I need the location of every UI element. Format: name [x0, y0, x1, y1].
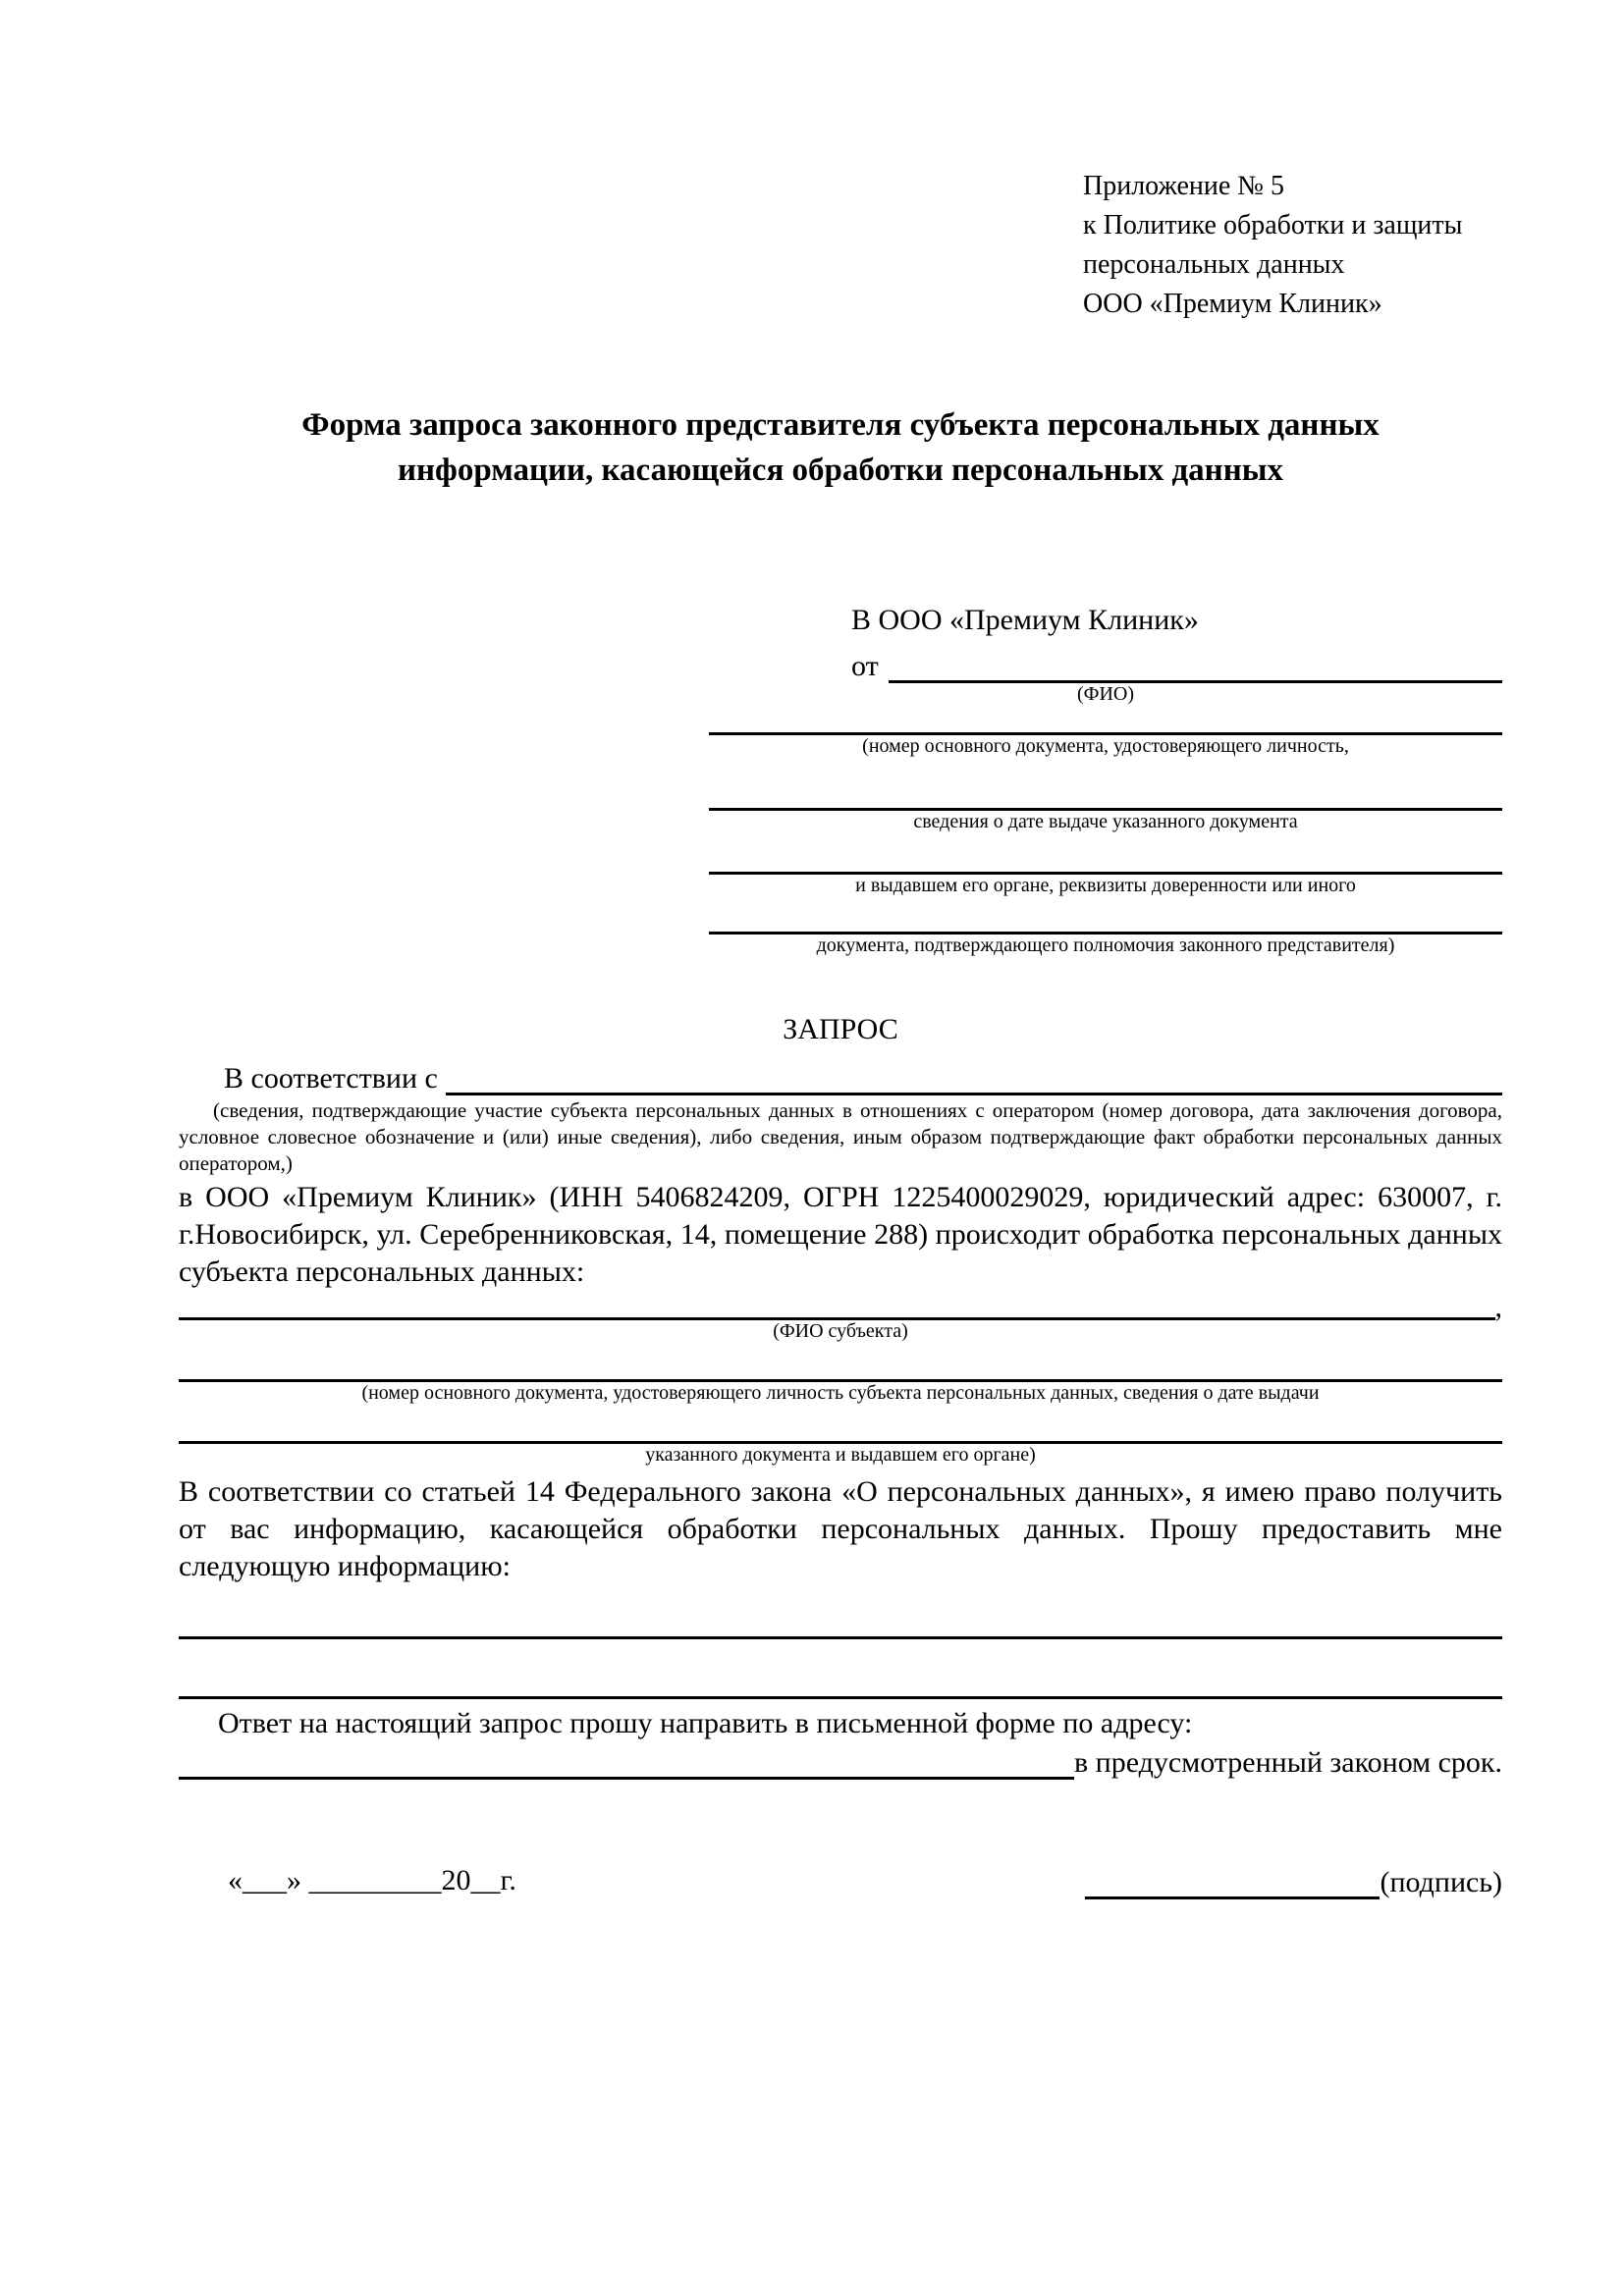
addressee-org: В ООО «Премиум Клиник»: [851, 604, 1199, 636]
signature-caption: (подпись): [1380, 1866, 1502, 1898]
caption-subject-document: (номер основного документа, удостоверяющего личность субъекта персональных данных, сведения о дате выдачи: [361, 1382, 1320, 1404]
appendix-note-line: ООО «Премиум Клиник»: [1083, 289, 1382, 319]
law-paragraph: В соответствии со статьей 14 Федерального закона «О персональных данных», я имею право получить от вас информацию, касающейся обработки персональных данных. Прошу предоставить мне следующую информацию:: [179, 1475, 1502, 1582]
addressee-block: [709, 603, 1502, 956]
date-blank: «___» _________20__г.: [228, 1864, 516, 1896]
basis-blank-line: [446, 1062, 1502, 1095]
appendix-note-line: персональных данных: [1083, 249, 1345, 280]
answer-address-row: [179, 1742, 1502, 1780]
appendix-note: [1083, 0, 1502, 324]
address-blank-line: [179, 1777, 1074, 1780]
footer-row: [179, 1862, 1502, 1899]
caption-subject-document-issuer: указанного документа и выдавшем его органе): [645, 1444, 1036, 1466]
representative-name-blank-line: [889, 680, 1502, 683]
appendix-note-line: Приложение № 5: [1083, 171, 1284, 201]
document-title: [179, 402, 1502, 493]
answer-paragraph: Ответ на настоящий запрос прошу направить в письменной форме по адресу:: [218, 1707, 1193, 1739]
signature-block: [1085, 1866, 1502, 1899]
subject-name-suffix: ,: [1494, 1291, 1502, 1323]
answer-tail: в предусмотренный законом срок.: [1074, 1746, 1502, 1779]
basis-note: (сведения, подтверждающие участие субъекта персональных данных в отношениях с оператором (номер договора, дата заключения договора, условное словесное обозначение и (или) иные сведения), либо сведения, иным образом подтверждающие факт обработки персональных данных оператором,): [179, 1098, 1502, 1175]
requested-info-blank-line-2: [179, 1696, 1502, 1699]
caption-issuing-authority: и выдавшем его органе, реквизиты доверенности или иного: [855, 875, 1356, 896]
document-title-line: Форма запроса законного представителя субъекта персональных данных: [301, 407, 1380, 443]
requested-info-blank-line-1: [179, 1636, 1502, 1639]
caption-authority-document: документа, подтверждающего полномочия законного представителя): [816, 934, 1395, 956]
in-accordance-row: [179, 1062, 1502, 1095]
from-label: от: [851, 650, 879, 682]
subject-name-row: [179, 1291, 1502, 1323]
caption-id-document: (номер основного документа, удостоверяющего личность,: [862, 735, 1349, 757]
caption-subject-fio: (ФИО субъекта): [773, 1320, 908, 1342]
document-title-line: информации, касающейся обработки персональных данных: [398, 453, 1283, 488]
from-row: [709, 646, 1502, 683]
in-accordance-lead: В соответствии с: [224, 1062, 438, 1095]
caption-issue-date: сведения о дате выдаче указанного документа: [913, 811, 1298, 832]
signature-line: [1085, 1867, 1380, 1899]
caption-fio: (ФИО): [1076, 683, 1134, 705]
operator-paragraph: в ООО «Премиум Клиник» (ИНН 5406824209, ОГРН 1225400029029, юридический адрес: 630007, г. г.Новосибирск, ул. Серебренниковская, 14, помещение 288) происходит обработка персональных данных субъекта персональных данных:: [179, 1181, 1502, 1288]
appendix-note-line: к Политике обработки и защиты: [1083, 210, 1463, 240]
request-heading: ЗАПРОС: [783, 1013, 898, 1045]
